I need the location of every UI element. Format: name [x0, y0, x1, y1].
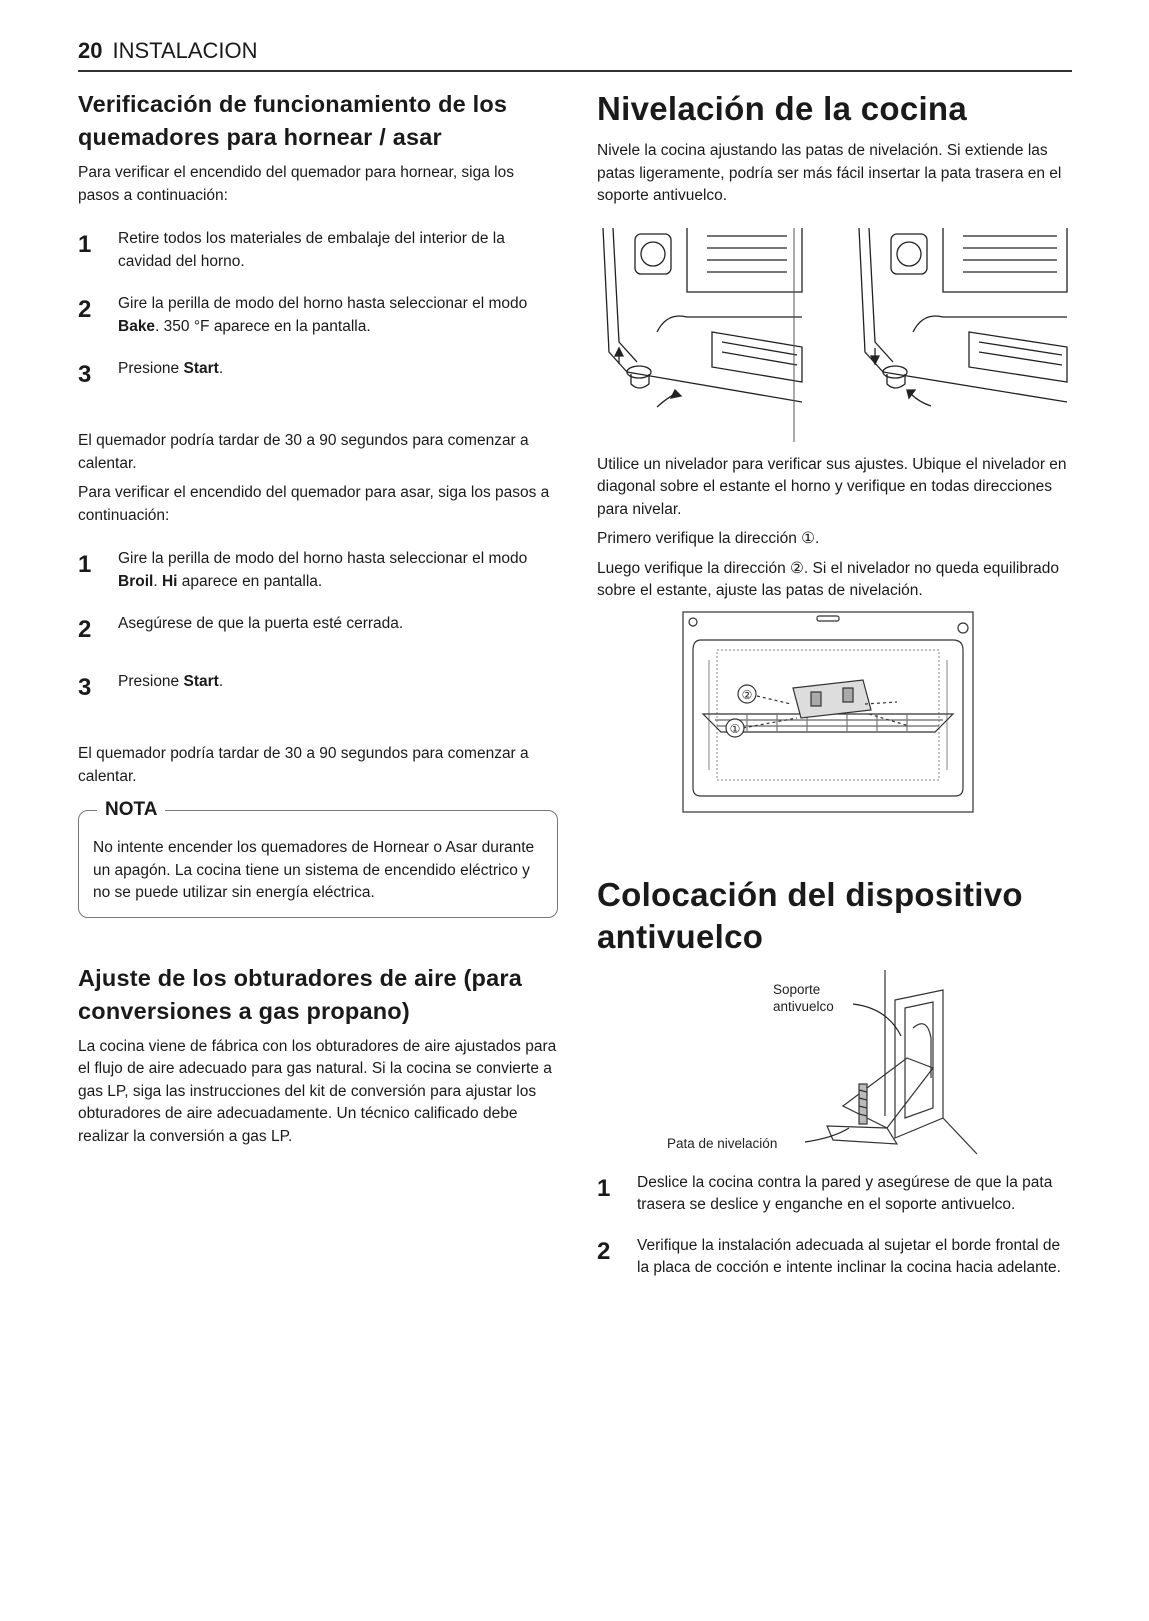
- bake-intro: Para verificar el encendido del quemador para hornear, siga los pasos a continuación:: [78, 164, 514, 204]
- anti-tip-heading: Colocación del dispositivo antivuelco: [597, 875, 1023, 955]
- note-label: NOTA: [97, 798, 165, 822]
- step-number: 1: [597, 1174, 611, 1202]
- step-text: Gire la perilla de modo del horno hasta seleccionar el modo Bake. 350 °F aparece en la pantalla.: [118, 295, 528, 335]
- step-text: Presione Start.: [118, 673, 224, 690]
- level-usage-text: Utilice un nivelador para verificar sus ajustes. Ubique el nivelador en diagonal sobre el estante el horno y verifique en todas direcciones para nivelar.: [597, 455, 1067, 518]
- step-number: 3: [78, 674, 92, 701]
- pata-label: Pata de nivelación: [667, 1135, 778, 1151]
- section-title: INSTALACION: [112, 38, 258, 63]
- broil-intro: Para verificar el encendido del quemador para asar, siga los pasos a continuación:: [78, 484, 550, 524]
- broil-step-3: [78, 671, 558, 703]
- leveling-heading: Nivelación de la cocina: [597, 90, 968, 127]
- step-number: 3: [78, 361, 92, 388]
- bake-step-2: [78, 293, 558, 338]
- soporte-label-line2: antivuelco: [773, 998, 834, 1014]
- direction-1-label: ①: [729, 721, 741, 736]
- step-text: Asegúrese de que la puerta esté cerrada.: [118, 615, 404, 632]
- step-number: 2: [78, 616, 92, 643]
- step-text: Retire todos los materiales de embalaje del interior de la cavidad del horno.: [118, 230, 505, 270]
- anti-tip-step-1: [597, 1172, 1075, 1217]
- air-shutters-body: La cocina viene de fábrica con los obturadores de aire ajustados para el flujo de aire adecuado para gas natural. Si la cocina se convierte a gas LP, siga las instrucciones del kit de conversión para ajustar los obturadores de aire adecuadamente. Un técnico calificado debe realizar la conversión a gas LP.: [78, 1037, 557, 1145]
- bake-step-1: [78, 228, 558, 273]
- note-box: [78, 799, 558, 918]
- anti-tip-bracket-illustration: [597, 968, 1075, 1164]
- bake-after-note: El quemador podría tardar de 30 a 90 segundos para comenzar a calentar.: [78, 432, 529, 472]
- burner-check-heading: Verificación de funcionamiento de los quemadores para hornear / asar: [78, 91, 508, 150]
- step-number: 1: [78, 231, 92, 258]
- bake-step-3: [78, 358, 558, 390]
- soporte-label-line1: Soporte: [773, 981, 821, 997]
- broil-step-1: [78, 548, 558, 593]
- level-direction-1-text: Primero verifique la dirección ①.: [597, 530, 820, 547]
- broil-step-2: [78, 613, 558, 645]
- note-text: No intente encender los quemadores de Hornear o Asar durante un apagón. La cocina tiene un sistema de encendido eléctrico y no se puede utilizar sin energía eléctrica.: [93, 839, 535, 901]
- page-header: [78, 36, 1072, 72]
- oven-level-illustration: [597, 610, 1075, 816]
- level-direction-2-text: Luego verifique la dirección ②. Si el nivelador no queda equilibrado sobre el estante, ajuste las patas de nivelación.: [597, 559, 1059, 599]
- step-number: 1: [78, 551, 92, 578]
- step-text: Presione Start.: [118, 360, 224, 377]
- step-number: 2: [597, 1237, 611, 1265]
- broil-after-note: El quemador podría tardar de 30 a 90 segundos para comenzar a calentar.: [78, 745, 529, 785]
- right-column: [597, 88, 1075, 1280]
- direction-2-label: ②: [741, 687, 753, 702]
- leveling-body: Nivele la cocina ajustando las patas de nivelación. Si extiende las patas ligeramente, podría ser más fácil insertar la pata trasera en el soporte antivuelco.: [597, 142, 1062, 204]
- leveling-legs-illustration: [597, 222, 1075, 444]
- page-number: 20: [78, 38, 103, 63]
- step-number: 2: [78, 296, 92, 323]
- step-text: Deslice la cocina contra la pared y asegúrese de que la pata trasera se deslice y enganche en el soporte antivuelco.: [637, 1173, 1053, 1213]
- air-shutters-heading: Ajuste de los obturadores de aire (para conversiones a gas propano): [78, 964, 522, 1024]
- step-text: Gire la perilla de modo del horno hasta seleccionar el modo Broil. Hi aparece en pantalla.: [118, 550, 528, 590]
- step-text: Verifique la instalación adecuada al sujetar el borde frontal de la placa de cocción e intente inclinar la cocina hacia adelante.: [637, 1236, 1061, 1276]
- left-column: [78, 88, 558, 1155]
- anti-tip-step-2: [597, 1235, 1075, 1280]
